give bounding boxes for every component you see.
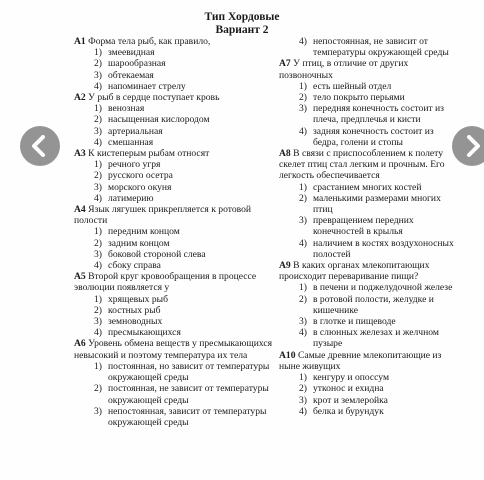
- answer-option: [279, 406, 457, 417]
- option-number: 2): [299, 383, 307, 395]
- answer-option: [279, 193, 457, 215]
- question-block: [279, 350, 457, 417]
- answer-option: [74, 58, 274, 69]
- question-text: [74, 271, 274, 293]
- question-stem: Самые древние млекопитающие из ныне живущих: [279, 349, 442, 372]
- option-number: 1): [94, 360, 102, 372]
- answer-option: [74, 305, 274, 316]
- option-number: 1): [299, 282, 307, 294]
- option-text: латимерию: [108, 192, 154, 204]
- question-block: [74, 92, 274, 148]
- option-text: боковой стороной слева: [108, 248, 206, 260]
- answer-option: [74, 406, 274, 428]
- option-text: задняя конечность состоит из бедра, голени и стопы: [313, 125, 434, 148]
- answer-option: [74, 193, 274, 204]
- option-number: 3): [94, 125, 102, 137]
- question-block: [74, 338, 274, 428]
- answer-option: [279, 215, 457, 237]
- question-text: [279, 58, 457, 80]
- option-number: 4): [299, 237, 307, 249]
- answer-option: [279, 383, 457, 394]
- answer-option: [279, 316, 457, 327]
- option-number: 2): [299, 192, 307, 204]
- question-number: A3: [74, 148, 86, 160]
- option-text: змеевидная: [108, 47, 155, 59]
- answer-option: [279, 282, 457, 293]
- question-block: [279, 36, 457, 58]
- answer-option: [279, 36, 457, 58]
- option-number: 3): [299, 103, 307, 115]
- option-number: 3): [299, 394, 307, 406]
- question-text: [74, 92, 274, 103]
- question-text: [74, 36, 274, 47]
- answer-option: [74, 383, 274, 405]
- question-number: A8: [279, 148, 291, 160]
- questions-right-column: [279, 36, 457, 417]
- option-text: срастанием многих костей: [313, 181, 422, 193]
- option-number: 2): [94, 58, 102, 70]
- option-number: 2): [94, 383, 102, 395]
- answer-option: [74, 260, 274, 271]
- option-text: непостоянная, зависит от температуры окружающей среды: [108, 405, 267, 428]
- option-number: 4): [94, 80, 102, 92]
- option-text: в печени и поджелудочной железе: [313, 282, 453, 294]
- answer-option: [74, 170, 274, 181]
- option-number: 4): [299, 36, 307, 47]
- answer-option: [74, 238, 274, 249]
- option-text: наличием в костях воздухоносных полостей: [313, 237, 454, 260]
- option-number: 4): [94, 192, 102, 204]
- question-stem: У птиц, в отличие от других позвоночных: [279, 58, 409, 81]
- question-stem: В каких органах млекопитающих происходит переваривание пищи?: [279, 260, 430, 283]
- answer-option: [74, 316, 274, 327]
- option-text: речного угря: [108, 159, 161, 171]
- option-text: белка и бурундук: [313, 405, 384, 417]
- option-text: пресмыкающихся: [108, 327, 181, 339]
- answer-option: [74, 103, 274, 114]
- question-text: [279, 260, 457, 282]
- option-number: 3): [94, 248, 102, 260]
- question-block: [74, 36, 274, 92]
- answer-option: [74, 47, 274, 58]
- option-number: 1): [299, 372, 307, 384]
- option-text: кенгуру и опоссум: [313, 372, 390, 384]
- option-number: 2): [94, 304, 102, 316]
- option-number: 1): [94, 47, 102, 59]
- next-page-button[interactable]: [452, 126, 484, 166]
- answer-option: [279, 327, 457, 349]
- question-number: A5: [74, 271, 86, 283]
- option-number: 2): [94, 237, 102, 249]
- question-block: [74, 271, 274, 338]
- document-title: Тип Хордовые: [204, 11, 280, 23]
- chevron-right-icon: [452, 126, 484, 166]
- option-text: хрящевых рыб: [108, 293, 168, 305]
- answer-option: [279, 294, 457, 316]
- option-text: земноводных: [108, 316, 163, 328]
- option-number: 1): [94, 159, 102, 171]
- answer-option: [279, 103, 457, 125]
- option-text: морского окуня: [108, 181, 172, 193]
- answer-option: [74, 226, 274, 237]
- option-number: 2): [299, 92, 307, 104]
- option-number: 3): [94, 316, 102, 328]
- option-text: сбоку справа: [108, 260, 161, 272]
- option-text: постоянная, но зависит от температуры окружающей среды: [108, 360, 270, 384]
- question-block: [74, 204, 274, 271]
- option-text: непостоянная, не зависит от температуры окружающей среды: [313, 36, 449, 59]
- question-stem: В связи с приспособлением к полету скелет птиц стал легким и прочным. Его легкость обеспечивается: [279, 148, 445, 182]
- answer-option: [74, 182, 274, 193]
- option-text: в глотке и пищеводе: [313, 316, 396, 328]
- answer-option: [279, 372, 457, 383]
- option-text: обтекаемая: [108, 69, 154, 81]
- answer-option: [74, 294, 274, 305]
- question-number: A1: [74, 36, 86, 47]
- option-number: 4): [94, 327, 102, 339]
- chevron-left-icon: [20, 126, 60, 166]
- answer-option: [74, 249, 274, 260]
- option-text: задним концом: [108, 237, 170, 249]
- option-number: 4): [299, 125, 307, 137]
- option-text: насыщенная кислородом: [108, 114, 210, 126]
- option-text: превращением передних конечностей в крылья: [313, 215, 414, 238]
- question-number: A10: [279, 349, 296, 361]
- option-text: маленькими размерами многих птиц: [313, 192, 441, 216]
- option-number: 1): [94, 103, 102, 115]
- answer-option: [74, 114, 274, 125]
- question-block: [279, 260, 457, 350]
- option-number: 4): [94, 260, 102, 272]
- question-stem: Уровень обмена веществ у пресмыкающихся невысокий и поэтому температура их тела: [74, 338, 273, 361]
- option-number: 1): [94, 226, 102, 238]
- answer-option: [279, 92, 457, 103]
- option-number: 4): [299, 327, 307, 339]
- option-text: есть шейный отдел: [313, 80, 392, 92]
- answer-option: [279, 182, 457, 193]
- question-number: A2: [74, 92, 86, 104]
- option-text: в ротовой полости, желудке и кишечнике: [313, 293, 434, 316]
- option-number: 3): [299, 316, 307, 328]
- option-text: костных рыб: [108, 304, 161, 316]
- option-number: 3): [94, 181, 102, 193]
- answer-option: [279, 126, 457, 148]
- answer-option: [74, 361, 274, 383]
- answer-option: [74, 137, 274, 148]
- answer-option: [74, 81, 274, 92]
- question-text: [279, 350, 457, 372]
- question-text: [74, 204, 274, 226]
- question-block: [279, 58, 457, 148]
- option-text: передним концом: [108, 226, 180, 238]
- answer-option: [74, 327, 274, 338]
- question-number: A4: [74, 204, 86, 216]
- option-text: передняя конечность состоит из плеча, предплечья и кисти: [313, 103, 444, 126]
- option-text: крот и землеройка: [313, 394, 388, 406]
- question-stem: К кистеперым рыбам относят: [88, 148, 210, 160]
- question-text: [279, 148, 457, 182]
- question-number: A6: [74, 338, 86, 350]
- option-text: артериальная: [108, 125, 163, 137]
- question-stem: Язык лягушек прикрепляется к ротовой полости: [74, 204, 252, 227]
- option-text: напоминает стрелу: [108, 80, 186, 92]
- answer-option: [279, 238, 457, 260]
- option-number: 3): [94, 69, 102, 81]
- option-number: 3): [94, 405, 102, 417]
- previous-page-button[interactable]: [20, 126, 60, 166]
- option-text: в слюнных железах и желчном пузыре: [313, 327, 439, 350]
- option-number: 4): [94, 136, 102, 148]
- question-number: A9: [279, 260, 291, 272]
- variant-label: Вариант 2: [215, 24, 269, 36]
- option-number: 2): [299, 293, 307, 305]
- option-number: 1): [94, 293, 102, 305]
- question-stem: У рыб в сердце поступает кровь: [88, 92, 220, 104]
- option-number: 1): [299, 80, 307, 92]
- option-text: венозная: [108, 103, 145, 115]
- option-text: утконос и ехидна: [313, 383, 384, 395]
- option-text: шарообразная: [108, 58, 166, 70]
- question-text: [74, 338, 274, 360]
- answer-option: [74, 70, 274, 81]
- question-number: A7: [279, 58, 291, 70]
- option-text: постоянная, не зависит от температуры окружающей среды: [108, 383, 269, 406]
- option-number: 2): [94, 170, 102, 182]
- option-number: 4): [299, 405, 307, 417]
- option-number: 2): [94, 114, 102, 126]
- option-number: 1): [299, 181, 307, 193]
- questions-left-column: [74, 36, 274, 428]
- option-text: русского осетра: [108, 170, 173, 182]
- question-stem: Форма тела рыб, как правило,: [88, 36, 211, 47]
- option-text: тело покрыто перьями: [313, 92, 405, 104]
- answer-option: [74, 159, 274, 170]
- question-stem: Второй круг кровообращения в процессе эволюции появляется у: [74, 271, 257, 294]
- answer-option: [279, 395, 457, 406]
- question-block: [279, 148, 457, 260]
- answer-option: [279, 81, 457, 92]
- option-text: смешанная: [108, 136, 154, 148]
- question-text: [74, 148, 274, 159]
- question-block: [74, 148, 274, 204]
- answer-option: [74, 126, 274, 137]
- option-number: 3): [299, 215, 307, 227]
